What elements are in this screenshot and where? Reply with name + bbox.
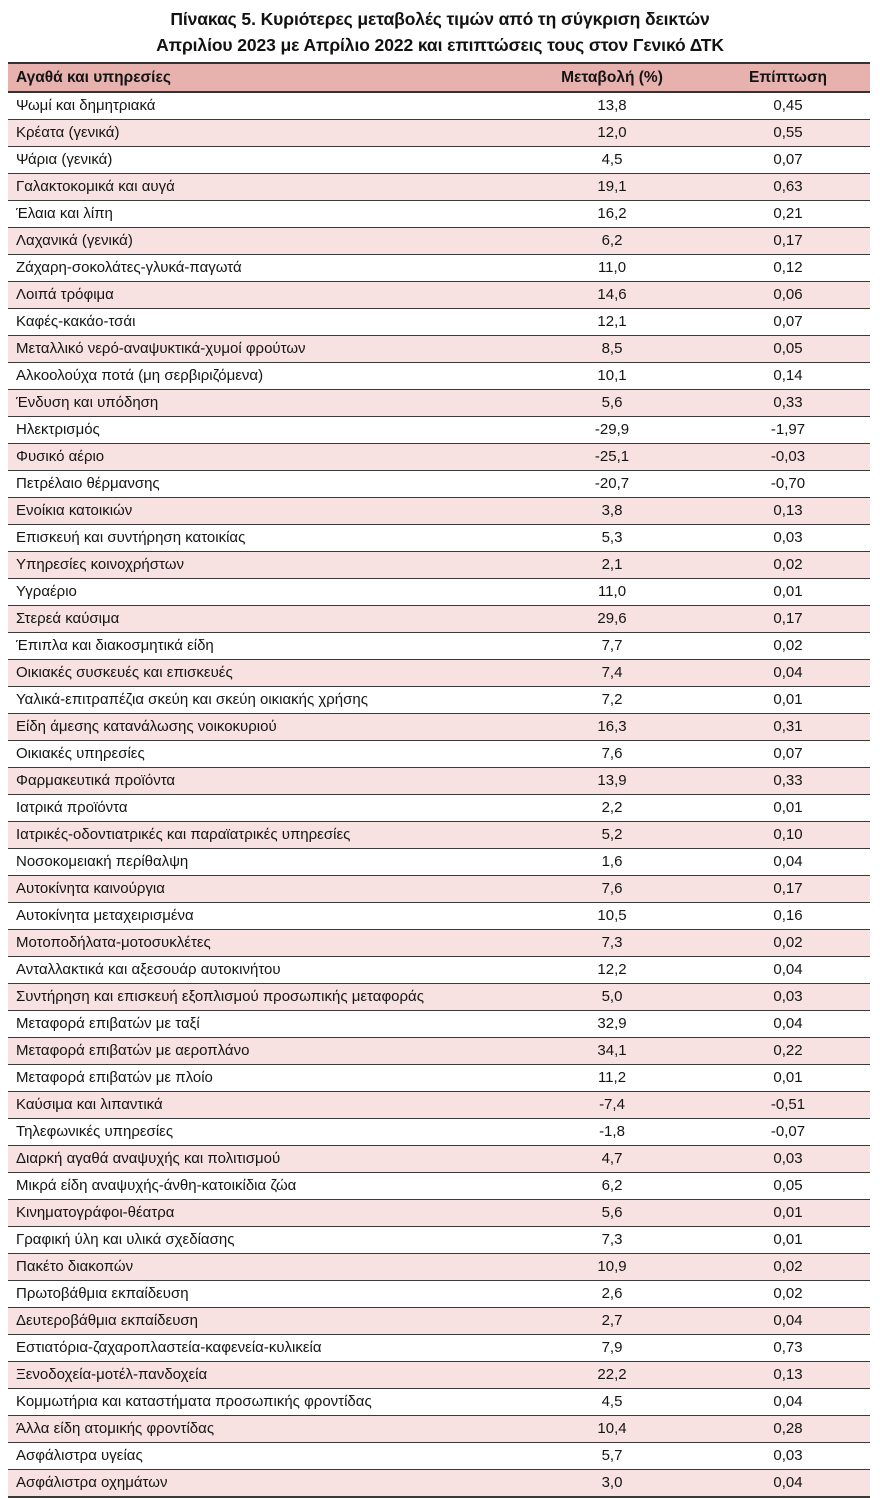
table-body bbox=[8, 92, 870, 1497]
table-row bbox=[8, 1389, 870, 1416]
table-row bbox=[8, 498, 870, 525]
cell-goods-services: Γαλακτοκομικά και αυγά bbox=[8, 174, 528, 201]
cell-goods-services: Καύσιμα και λιπαντικά bbox=[8, 1092, 528, 1119]
cell-change-percent: 2,2 bbox=[528, 795, 718, 822]
cell-impact: 0,17 bbox=[718, 606, 870, 633]
cell-change-percent: 19,1 bbox=[528, 174, 718, 201]
cell-impact: 0,55 bbox=[718, 120, 870, 147]
table-row bbox=[8, 147, 870, 174]
table-row bbox=[8, 957, 870, 984]
table-row bbox=[8, 390, 870, 417]
cell-impact: 0,02 bbox=[718, 1254, 870, 1281]
cell-impact: 0,01 bbox=[718, 1065, 870, 1092]
cell-goods-services: Κινηματογράφοι-θέατρα bbox=[8, 1200, 528, 1227]
cell-impact: 0,04 bbox=[718, 957, 870, 984]
cell-impact: 0,13 bbox=[718, 1362, 870, 1389]
cell-goods-services: Πακέτο διακοπών bbox=[8, 1254, 528, 1281]
cell-change-percent: -25,1 bbox=[528, 444, 718, 471]
cell-change-percent: 13,9 bbox=[528, 768, 718, 795]
cell-impact: 0,17 bbox=[718, 876, 870, 903]
cell-change-percent: 1,6 bbox=[528, 849, 718, 876]
cell-change-percent: 16,3 bbox=[528, 714, 718, 741]
cell-goods-services: Ζάχαρη-σοκολάτες-γλυκά-παγωτά bbox=[8, 255, 528, 282]
cell-impact: 0,04 bbox=[718, 1011, 870, 1038]
cell-goods-services: Δευτεροβάθμια εκπαίδευση bbox=[8, 1308, 528, 1335]
cell-change-percent: 6,2 bbox=[528, 228, 718, 255]
table-title-line-2: Απριλίου 2023 με Απρίλιο 2022 και επιπτώσεις τους στον Γενικό ΔΤΚ bbox=[156, 35, 724, 55]
table-row bbox=[8, 903, 870, 930]
cell-impact: 0,03 bbox=[718, 525, 870, 552]
cell-impact: 0,33 bbox=[718, 768, 870, 795]
cell-impact: 0,06 bbox=[718, 282, 870, 309]
cell-impact: 0,05 bbox=[718, 336, 870, 363]
table-row bbox=[8, 660, 870, 687]
table-row bbox=[8, 1011, 870, 1038]
table-row bbox=[8, 1038, 870, 1065]
cell-goods-services: Πρωτοβάθμια εκπαίδευση bbox=[8, 1281, 528, 1308]
table-row bbox=[8, 1146, 870, 1173]
cell-impact: 0,01 bbox=[718, 579, 870, 606]
table-title-line-1: Πίνακας 5. Κυριότερες μεταβολές τιμών από τη σύγκριση δεικτών bbox=[170, 9, 710, 29]
cell-change-percent: 7,2 bbox=[528, 687, 718, 714]
cell-goods-services: Μοτοποδήλατα-μοτοσυκλέτες bbox=[8, 930, 528, 957]
cell-impact: 0,45 bbox=[718, 92, 870, 120]
table-row bbox=[8, 768, 870, 795]
cell-goods-services: Επισκευή και συντήρηση κατοικίας bbox=[8, 525, 528, 552]
table-header-row bbox=[8, 63, 870, 92]
cell-goods-services: Λαχανικά (γενικά) bbox=[8, 228, 528, 255]
cell-change-percent: 10,1 bbox=[528, 363, 718, 390]
cell-impact: 0,07 bbox=[718, 741, 870, 768]
table-row bbox=[8, 1335, 870, 1362]
table-row bbox=[8, 363, 870, 390]
table-row bbox=[8, 120, 870, 147]
cell-goods-services: Ιατρικές-οδοντιατρικές και παραϊατρικές υπηρεσίες bbox=[8, 822, 528, 849]
table-row bbox=[8, 444, 870, 471]
cell-change-percent: 12,2 bbox=[528, 957, 718, 984]
cell-impact: 0,28 bbox=[718, 1416, 870, 1443]
table-row bbox=[8, 1119, 870, 1146]
cell-goods-services: Άλλα είδη ατομικής φροντίδας bbox=[8, 1416, 528, 1443]
column-header-impact: Επίπτωση bbox=[718, 63, 870, 92]
cell-impact: 0,07 bbox=[718, 309, 870, 336]
cell-change-percent: 11,2 bbox=[528, 1065, 718, 1092]
table-row bbox=[8, 984, 870, 1011]
cell-goods-services: Μεταφορά επιβατών με ταξί bbox=[8, 1011, 528, 1038]
cell-goods-services: Πετρέλαιο θέρμανσης bbox=[8, 471, 528, 498]
cell-impact: 0,04 bbox=[718, 660, 870, 687]
cell-change-percent: 5,3 bbox=[528, 525, 718, 552]
table-row bbox=[8, 1173, 870, 1200]
cell-goods-services: Μεταλλικό νερό-αναψυκτικά-χυμοί φρούτων bbox=[8, 336, 528, 363]
cell-change-percent: 5,7 bbox=[528, 1443, 718, 1470]
cell-change-percent: 3,0 bbox=[528, 1470, 718, 1498]
table-row bbox=[8, 309, 870, 336]
cell-change-percent: 12,1 bbox=[528, 309, 718, 336]
cell-impact: -0,51 bbox=[718, 1092, 870, 1119]
cell-change-percent: 7,3 bbox=[528, 930, 718, 957]
cell-change-percent: 2,7 bbox=[528, 1308, 718, 1335]
cell-goods-services: Κρέατα (γενικά) bbox=[8, 120, 528, 147]
table-row bbox=[8, 687, 870, 714]
cell-change-percent: 7,4 bbox=[528, 660, 718, 687]
cell-change-percent: 6,2 bbox=[528, 1173, 718, 1200]
table-row bbox=[8, 849, 870, 876]
cell-change-percent: 5,0 bbox=[528, 984, 718, 1011]
cell-impact: 0,33 bbox=[718, 390, 870, 417]
cell-impact: 0,07 bbox=[718, 147, 870, 174]
table-row bbox=[8, 606, 870, 633]
cell-change-percent: 7,3 bbox=[528, 1227, 718, 1254]
column-header-change-percent: Μεταβολή (%) bbox=[528, 63, 718, 92]
table-row bbox=[8, 1443, 870, 1470]
cell-change-percent: 22,2 bbox=[528, 1362, 718, 1389]
cell-change-percent: -1,8 bbox=[528, 1119, 718, 1146]
cell-goods-services: Καφές-κακάο-τσάι bbox=[8, 309, 528, 336]
table-row bbox=[8, 795, 870, 822]
table-title bbox=[0, 0, 880, 62]
cell-change-percent: 16,2 bbox=[528, 201, 718, 228]
cell-impact: 0,03 bbox=[718, 1146, 870, 1173]
table-row bbox=[8, 417, 870, 444]
table-row bbox=[8, 1254, 870, 1281]
cell-goods-services: Υγραέριο bbox=[8, 579, 528, 606]
table-row bbox=[8, 1416, 870, 1443]
cell-change-percent: 2,1 bbox=[528, 552, 718, 579]
cell-change-percent: 14,6 bbox=[528, 282, 718, 309]
cell-goods-services: Ένδυση και υπόδηση bbox=[8, 390, 528, 417]
cell-impact: -1,97 bbox=[718, 417, 870, 444]
column-header-goods-services: Αγαθά και υπηρεσίες bbox=[8, 63, 528, 92]
table-row bbox=[8, 1308, 870, 1335]
cell-goods-services: Μικρά είδη αναψυχής-άνθη-κατοικίδια ζώα bbox=[8, 1173, 528, 1200]
cell-impact: -0,07 bbox=[718, 1119, 870, 1146]
cell-impact: 0,16 bbox=[718, 903, 870, 930]
table-row bbox=[8, 471, 870, 498]
table-row bbox=[8, 174, 870, 201]
table-row bbox=[8, 633, 870, 660]
cell-goods-services: Ιατρικά προϊόντα bbox=[8, 795, 528, 822]
cell-goods-services: Αυτοκίνητα μεταχειρισμένα bbox=[8, 903, 528, 930]
table-row bbox=[8, 1065, 870, 1092]
cell-change-percent: 13,8 bbox=[528, 92, 718, 120]
cell-impact: 0,22 bbox=[718, 1038, 870, 1065]
cell-change-percent: -20,7 bbox=[528, 471, 718, 498]
cell-impact: 0,03 bbox=[718, 1443, 870, 1470]
table-row bbox=[8, 1470, 870, 1498]
cell-goods-services: Συντήρηση και επισκευή εξοπλισμού προσωπικής μεταφοράς bbox=[8, 984, 528, 1011]
cell-impact: 0,04 bbox=[718, 1470, 870, 1498]
cell-impact: 0,02 bbox=[718, 1281, 870, 1308]
cell-change-percent: 3,8 bbox=[528, 498, 718, 525]
cell-impact: 0,02 bbox=[718, 552, 870, 579]
table-row bbox=[8, 282, 870, 309]
cell-goods-services: Κομμωτήρια και καταστήματα προσωπικής φροντίδας bbox=[8, 1389, 528, 1416]
cell-impact: 0,01 bbox=[718, 1227, 870, 1254]
cell-impact: -0,03 bbox=[718, 444, 870, 471]
cell-impact: 0,01 bbox=[718, 1200, 870, 1227]
cell-impact: 0,17 bbox=[718, 228, 870, 255]
cell-goods-services: Φαρμακευτικά προϊόντα bbox=[8, 768, 528, 795]
cell-change-percent: 4,5 bbox=[528, 147, 718, 174]
cell-change-percent: 8,5 bbox=[528, 336, 718, 363]
cell-change-percent: 4,7 bbox=[528, 1146, 718, 1173]
cell-impact: 0,01 bbox=[718, 687, 870, 714]
cell-goods-services: Οικιακές υπηρεσίες bbox=[8, 741, 528, 768]
cell-change-percent: 10,9 bbox=[528, 1254, 718, 1281]
cell-change-percent: 7,6 bbox=[528, 741, 718, 768]
cell-goods-services: Υπηρεσίες κοινοχρήστων bbox=[8, 552, 528, 579]
cell-change-percent: 4,5 bbox=[528, 1389, 718, 1416]
cell-goods-services: Μεταφορά επιβατών με αεροπλάνο bbox=[8, 1038, 528, 1065]
cell-goods-services: Τηλεφωνικές υπηρεσίες bbox=[8, 1119, 528, 1146]
cell-goods-services: Στερεά καύσιμα bbox=[8, 606, 528, 633]
cell-goods-services: Ασφάλιστρα υγείας bbox=[8, 1443, 528, 1470]
cell-change-percent: 11,0 bbox=[528, 579, 718, 606]
cell-goods-services: Γραφική ύλη και υλικά σχεδίασης bbox=[8, 1227, 528, 1254]
cell-change-percent: 7,6 bbox=[528, 876, 718, 903]
cell-impact: 0,04 bbox=[718, 849, 870, 876]
table-row bbox=[8, 552, 870, 579]
cell-impact: 0,04 bbox=[718, 1389, 870, 1416]
cell-change-percent: 10,5 bbox=[528, 903, 718, 930]
cell-impact: -0,70 bbox=[718, 471, 870, 498]
cell-goods-services: Ανταλλακτικά και αξεσουάρ αυτοκινήτου bbox=[8, 957, 528, 984]
cell-change-percent: 2,6 bbox=[528, 1281, 718, 1308]
cell-change-percent: 5,6 bbox=[528, 390, 718, 417]
cell-change-percent: 34,1 bbox=[528, 1038, 718, 1065]
cell-change-percent: 32,9 bbox=[528, 1011, 718, 1038]
table-row bbox=[8, 1227, 870, 1254]
cell-goods-services: Υαλικά-επιτραπέζια σκεύη και σκεύη οικιακής χρήσης bbox=[8, 687, 528, 714]
cell-impact: 0,04 bbox=[718, 1308, 870, 1335]
cell-change-percent: -29,9 bbox=[528, 417, 718, 444]
table-row bbox=[8, 1281, 870, 1308]
table-row bbox=[8, 822, 870, 849]
cell-impact: 0,12 bbox=[718, 255, 870, 282]
table-row bbox=[8, 255, 870, 282]
cell-goods-services: Ενοίκια κατοικιών bbox=[8, 498, 528, 525]
cell-change-percent: 5,2 bbox=[528, 822, 718, 849]
cell-change-percent: -7,4 bbox=[528, 1092, 718, 1119]
table-row bbox=[8, 930, 870, 957]
table-row bbox=[8, 876, 870, 903]
cell-impact: 0,63 bbox=[718, 174, 870, 201]
table-row bbox=[8, 1200, 870, 1227]
cell-impact: 0,01 bbox=[718, 795, 870, 822]
cell-change-percent: 11,0 bbox=[528, 255, 718, 282]
cell-goods-services: Ηλεκτρισμός bbox=[8, 417, 528, 444]
table-row bbox=[8, 714, 870, 741]
price-changes-table bbox=[8, 62, 870, 1498]
cell-impact: 0,13 bbox=[718, 498, 870, 525]
cell-change-percent: 5,6 bbox=[528, 1200, 718, 1227]
cell-goods-services: Αυτοκίνητα καινούργια bbox=[8, 876, 528, 903]
cell-change-percent: 7,9 bbox=[528, 1335, 718, 1362]
cell-impact: 0,14 bbox=[718, 363, 870, 390]
cell-goods-services: Ψωμί και δημητριακά bbox=[8, 92, 528, 120]
cell-impact: 0,21 bbox=[718, 201, 870, 228]
cell-goods-services: Οικιακές συσκευές και επισκευές bbox=[8, 660, 528, 687]
cell-impact: 0,10 bbox=[718, 822, 870, 849]
cell-goods-services: Νοσοκομειακή περίθαλψη bbox=[8, 849, 528, 876]
cell-impact: 0,73 bbox=[718, 1335, 870, 1362]
cell-impact: 0,03 bbox=[718, 984, 870, 1011]
cell-goods-services: Ασφάλιστρα οχημάτων bbox=[8, 1470, 528, 1498]
cell-change-percent: 10,4 bbox=[528, 1416, 718, 1443]
cell-goods-services: Εστιατόρια-ζαχαροπλαστεία-καφενεία-κυλικεία bbox=[8, 1335, 528, 1362]
cell-impact: 0,31 bbox=[718, 714, 870, 741]
cell-change-percent: 29,6 bbox=[528, 606, 718, 633]
table-row bbox=[8, 228, 870, 255]
cell-goods-services: Φυσικό αέριο bbox=[8, 444, 528, 471]
cell-impact: 0,02 bbox=[718, 633, 870, 660]
cell-change-percent: 7,7 bbox=[528, 633, 718, 660]
table-row bbox=[8, 201, 870, 228]
cell-goods-services: Μεταφορά επιβατών με πλοίο bbox=[8, 1065, 528, 1092]
cell-goods-services: Είδη άμεσης κατανάλωσης νοικοκυριού bbox=[8, 714, 528, 741]
cell-goods-services: Αλκοολούχα ποτά (μη σερβιριζόμενα) bbox=[8, 363, 528, 390]
cell-impact: 0,02 bbox=[718, 930, 870, 957]
table-row bbox=[8, 1092, 870, 1119]
table-head bbox=[8, 63, 870, 92]
cell-goods-services: Διαρκή αγαθά αναψυχής και πολιτισμού bbox=[8, 1146, 528, 1173]
table-row bbox=[8, 579, 870, 606]
cell-goods-services: Λοιπά τρόφιμα bbox=[8, 282, 528, 309]
cell-impact: 0,05 bbox=[718, 1173, 870, 1200]
table-row bbox=[8, 741, 870, 768]
cell-goods-services: Ψάρια (γενικά) bbox=[8, 147, 528, 174]
cell-goods-services: Έπιπλα και διακοσμητικά είδη bbox=[8, 633, 528, 660]
table-row bbox=[8, 336, 870, 363]
table-row bbox=[8, 525, 870, 552]
cell-change-percent: 12,0 bbox=[528, 120, 718, 147]
cell-goods-services: Έλαια και λίπη bbox=[8, 201, 528, 228]
table-row bbox=[8, 1362, 870, 1389]
cell-goods-services: Ξενοδοχεία-μοτέλ-πανδοχεία bbox=[8, 1362, 528, 1389]
table-row bbox=[8, 92, 870, 120]
